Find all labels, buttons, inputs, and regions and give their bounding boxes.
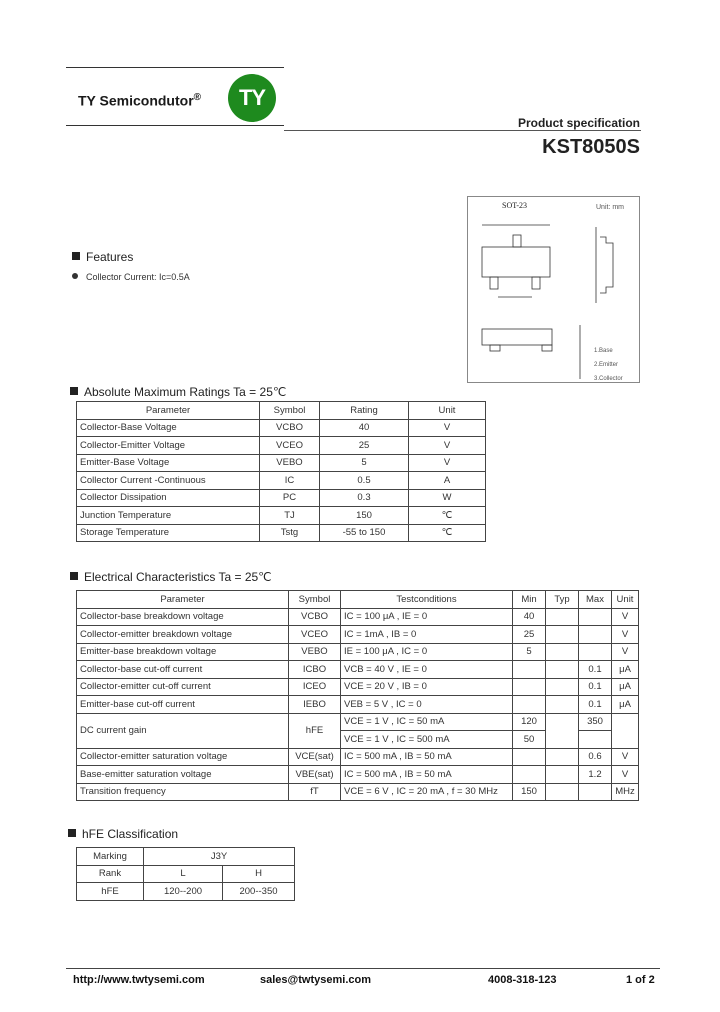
cell: W (409, 489, 486, 507)
table-row (77, 678, 639, 696)
cell: VCE = 20 V , IB = 0 (341, 678, 513, 696)
cell: hFE (77, 883, 144, 901)
cell: DC current gain (77, 713, 289, 748)
pin-label-emitter: 2.Emitter (594, 362, 619, 368)
cell: 150 (320, 507, 409, 525)
cell: ℃ (409, 507, 486, 525)
cell: Collector-Base Voltage (77, 419, 260, 437)
cell: 1.2 (579, 766, 612, 784)
cell (546, 713, 579, 748)
cell: V (409, 437, 486, 455)
cell: V (612, 608, 639, 626)
cell: 0.5 (320, 472, 409, 490)
table-row (77, 419, 486, 437)
cell: IC = 500 mA , IB = 50 mA (341, 766, 513, 784)
header-cell: Unit (409, 402, 486, 420)
pin-label-collector: 3.Collector (594, 376, 623, 382)
features-heading: Features (72, 250, 133, 264)
cell: L (144, 865, 223, 883)
cell: Base-emitter saturation voltage (77, 766, 289, 784)
cell: VCEO (260, 437, 320, 455)
cell: Junction Temperature (77, 507, 260, 525)
footer-page-number: 1 of 2 (626, 974, 655, 986)
footer-rule (66, 968, 660, 969)
footer-website[interactable]: http://www.twtysemi.com (73, 974, 205, 986)
cell: -55 to 150 (320, 524, 409, 542)
part-number: KST8050S (542, 136, 640, 158)
cell: 0.3 (320, 489, 409, 507)
title-rule (284, 130, 641, 131)
cell: H (223, 865, 295, 883)
cell: Storage Temperature (77, 524, 260, 542)
cell (612, 713, 639, 748)
cell: ICEO (289, 678, 341, 696)
table-row (77, 848, 295, 866)
abs-max-table (76, 401, 486, 542)
cell: IEBO (289, 696, 341, 714)
cell (579, 608, 612, 626)
pin-label-base: 1.Base (594, 348, 613, 354)
table-row (77, 713, 639, 731)
cell: VCBO (289, 608, 341, 626)
cell: Collector-emitter cut-off current (77, 678, 289, 696)
product-spec-label: Product specification (517, 116, 640, 130)
hfe-heading: hFE Classification (68, 827, 178, 841)
table-row (77, 608, 639, 626)
cell: A (409, 472, 486, 490)
cell: μA (612, 696, 639, 714)
cell: IC = 1mA , IB = 0 (341, 626, 513, 644)
cell: VCEO (289, 626, 341, 644)
cell: J3Y (144, 848, 295, 866)
cell: TJ (260, 507, 320, 525)
header-rule-bottom (66, 125, 284, 126)
cell (513, 661, 546, 679)
cell: IE = 100 μA , IC = 0 (341, 643, 513, 661)
cell: 25 (320, 437, 409, 455)
header-cell: Max (579, 591, 612, 609)
section-square-icon (72, 252, 80, 260)
cell: 50 (513, 731, 546, 749)
table-header-row (77, 402, 486, 420)
cell: 5 (320, 454, 409, 472)
cell: Collector-emitter breakdown voltage (77, 626, 289, 644)
cell: MHz (612, 783, 639, 801)
cell: VEB = 5 V , IC = 0 (341, 696, 513, 714)
cell: fT (289, 783, 341, 801)
cell (546, 678, 579, 696)
table-row (77, 507, 486, 525)
cell: ℃ (409, 524, 486, 542)
table-row (77, 454, 486, 472)
cell: ICBO (289, 661, 341, 679)
cell: V (409, 419, 486, 437)
header-cell: Parameter (77, 591, 289, 609)
pin-legend (594, 344, 623, 386)
cell: V (409, 454, 486, 472)
header-cell: Parameter (77, 402, 260, 420)
cell: Emitter-base breakdown voltage (77, 643, 289, 661)
header-cell: Min (513, 591, 546, 609)
cell: μA (612, 661, 639, 679)
cell: IC (260, 472, 320, 490)
cell (546, 608, 579, 626)
cell (546, 661, 579, 679)
table-row (77, 626, 639, 644)
cell: μA (612, 678, 639, 696)
cell: V (612, 748, 639, 766)
header-cell: Typ (546, 591, 579, 609)
elec-table (76, 590, 639, 801)
table-row (77, 748, 639, 766)
table-row (77, 661, 639, 679)
cell (546, 643, 579, 661)
company-name: TY Semicondutor® (78, 92, 202, 109)
table-row (77, 437, 486, 455)
cell: 120 (513, 713, 546, 731)
cell: 40 (320, 419, 409, 437)
cell: Collector-base cut-off current (77, 661, 289, 679)
hfe-table (76, 847, 295, 901)
cell: Tstg (260, 524, 320, 542)
abs-max-heading: Absolute Maximum Ratings Ta = 25℃ (70, 385, 286, 399)
cell: Emitter-Base Voltage (77, 454, 260, 472)
cell (579, 626, 612, 644)
cell: V (612, 766, 639, 784)
cell: 40 (513, 608, 546, 626)
cell (513, 748, 546, 766)
cell: VCE(sat) (289, 748, 341, 766)
cell: 0.1 (579, 696, 612, 714)
cell: 120--200 (144, 883, 223, 901)
cell (513, 678, 546, 696)
cell: 0.1 (579, 678, 612, 696)
cell (546, 748, 579, 766)
section-square-icon (70, 387, 78, 395)
cell: VBE(sat) (289, 766, 341, 784)
table-row (77, 472, 486, 490)
cell: VEBO (289, 643, 341, 661)
table-row (77, 524, 486, 542)
section-square-icon (68, 829, 76, 837)
cell (546, 783, 579, 801)
header-cell: Unit (612, 591, 639, 609)
cell (579, 731, 612, 749)
cell: Collector Dissipation (77, 489, 260, 507)
footer-phone: 4008-318-123 (488, 974, 557, 986)
cell: V (612, 626, 639, 644)
cell: VCBO (260, 419, 320, 437)
table-header-row (77, 591, 639, 609)
cell (579, 643, 612, 661)
cell: VCB = 40 V , IE = 0 (341, 661, 513, 679)
header-cell: Symbol (289, 591, 341, 609)
table-row (77, 883, 295, 901)
company-logo: TY (228, 74, 276, 122)
cell: hFE (289, 713, 341, 748)
package-title: SOT-23 (502, 201, 528, 210)
cell: Collector Current -Continuous (77, 472, 260, 490)
cell (546, 696, 579, 714)
bullet-icon (72, 273, 78, 279)
cell: VCE = 1 V , IC = 500 mA (341, 731, 513, 749)
cell (513, 766, 546, 784)
cell: 200--350 (223, 883, 295, 901)
table-row (77, 643, 639, 661)
cell: IC = 100 μA , IE = 0 (341, 608, 513, 626)
table-row (77, 489, 486, 507)
cell (513, 696, 546, 714)
cell: 25 (513, 626, 546, 644)
cell: Marking (77, 848, 144, 866)
cell: Collector-base breakdown voltage (77, 608, 289, 626)
table-row (77, 766, 639, 784)
table-row (77, 696, 639, 714)
table-row (77, 865, 295, 883)
elec-heading: Electrical Characteristics Ta = 25℃ (70, 570, 272, 584)
package-drawing (467, 196, 640, 383)
cell: 350 (579, 713, 612, 731)
header-cell: Testconditions (341, 591, 513, 609)
header-cell: Rating (320, 402, 409, 420)
header-cell: Symbol (260, 402, 320, 420)
cell (546, 766, 579, 784)
cell: 5 (513, 643, 546, 661)
cell: V (612, 643, 639, 661)
cell: VCE = 6 V , IC = 20 mA , f = 30 MHz (341, 783, 513, 801)
package-unit-label: Unit: mm (596, 204, 624, 211)
header-rule-top (66, 67, 284, 68)
cell: Collector-Emitter Voltage (77, 437, 260, 455)
footer-email[interactable]: sales@twtysemi.com (260, 974, 371, 986)
cell (546, 626, 579, 644)
cell: VEBO (260, 454, 320, 472)
cell: VCE = 1 V , IC = 50 mA (341, 713, 513, 731)
feature-item: Collector Current: Ic=0.5A (72, 272, 190, 282)
cell: 0.1 (579, 661, 612, 679)
cell: IC = 500 mA , IB = 50 mA (341, 748, 513, 766)
cell: Rank (77, 865, 144, 883)
cell: PC (260, 489, 320, 507)
section-square-icon (70, 572, 78, 580)
cell: Emitter-base cut-off current (77, 696, 289, 714)
cell: 150 (513, 783, 546, 801)
cell (579, 783, 612, 801)
cell: 0.6 (579, 748, 612, 766)
cell: Collector-emitter saturation voltage (77, 748, 289, 766)
cell: Transition frequency (77, 783, 289, 801)
table-row (77, 783, 639, 801)
